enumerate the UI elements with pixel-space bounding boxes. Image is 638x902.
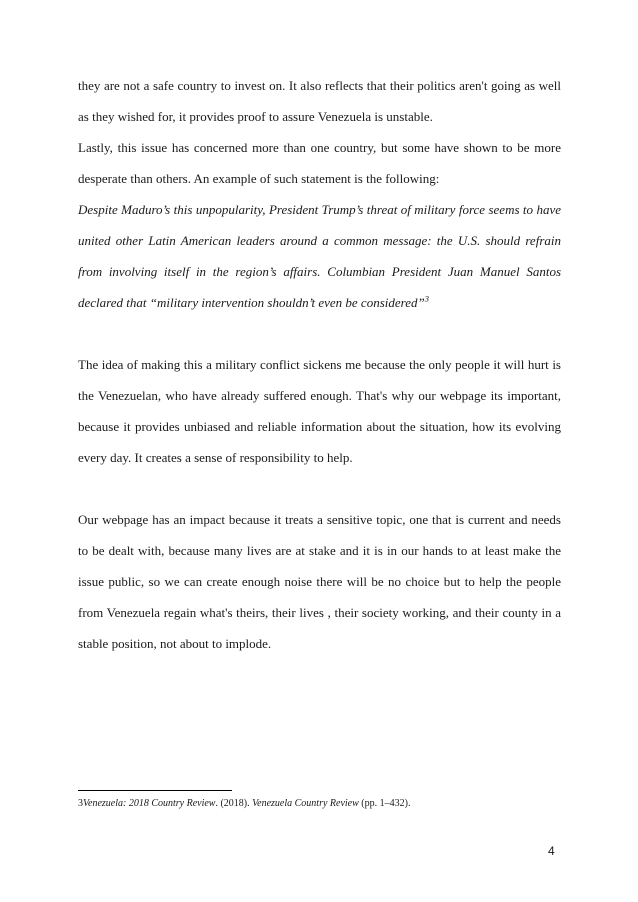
paragraph-gap bbox=[78, 473, 561, 504]
footnote-separator bbox=[78, 790, 232, 791]
body-text bbox=[78, 70, 561, 659]
footnote-title: Venezuela: 2018 Country Review bbox=[83, 798, 216, 809]
page-number: 4 bbox=[548, 844, 555, 858]
block-quote bbox=[78, 202, 561, 310]
paragraph-gap bbox=[78, 318, 561, 349]
paragraph-3: The idea of making this a military conflict sickens me because the only people it will hurt is the Venezuelan, who have already suffered enough. That's why our webpage its important, because it provides unbiased and reliable information about the situation, how its evolving every day. It creates a sense of responsibility to help. bbox=[78, 357, 561, 465]
quote-text: Despite Maduro’s this unpopularity, President Trump’s threat of military force seems to have united other Latin American leaders around a common message: the U.S. should refrain from involving itself in the region’s affairs. Columbian President Juan Manuel Santos declared that “military intervention shouldn’t even be considered” bbox=[78, 202, 561, 310]
footnote bbox=[78, 797, 561, 811]
footnote-source: Venezuela Country Review bbox=[252, 798, 359, 809]
footnote-year: . (2018). bbox=[215, 798, 253, 809]
footnote-reference: 3 bbox=[424, 293, 429, 304]
footnote-number: 3 bbox=[78, 798, 83, 809]
paragraph-2: Lastly, this issue has concerned more than one country, but some have shown to be more desperate than others. An example of such statement is the following: bbox=[78, 140, 561, 186]
paragraph-1: they are not a safe country to invest on. It also reflects that their politics aren't going as well as they wished for, it provides proof to assure Venezuela is unstable. bbox=[78, 78, 561, 124]
footnote-pages: (pp. 1–432). bbox=[358, 798, 411, 809]
paragraph-4: Our webpage has an impact because it treats a sensitive topic, one that is current and needs to be dealt with, because many lives are at stake and it is in our hands to at least make the issue public, so we can create enough noise there will be no choice but to help the people from Venezuela regain what's theirs, their lives , their society working, and their county in a stable position, not about to implode. bbox=[78, 512, 561, 651]
